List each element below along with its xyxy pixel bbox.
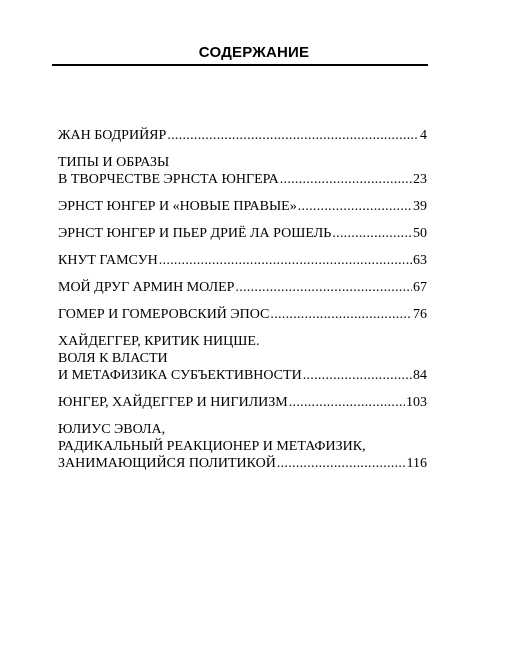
toc-page-number: 50 [413,226,427,241]
toc-page-number: 39 [413,199,427,214]
toc-entry-title-line: ЭРНСТ ЮНГЕР И ПЬЕР ДРИЁ ЛА РОШЕЛЬ [58,226,332,241]
toc-entry-row [58,127,427,144]
toc-entry-title-line: РАДИКАЛЬНЫЙ РЕАКЦИОНЕР И МЕТАФИЗИК, [58,439,366,454]
toc-entry-row [58,171,427,188]
dot-leader [332,225,412,242]
toc-entry [58,394,427,411]
toc-page-number: 84 [413,368,427,383]
dot-leader [298,198,412,215]
toc-page-number: 103 [406,395,427,410]
toc-entry [58,252,427,269]
toc-entry-row [58,198,427,215]
toc-entry [58,225,427,242]
toc-entry-title-line: ВОЛЯ К ВЛАСТИ [58,351,168,366]
toc-page-number: 63 [413,253,427,268]
toc-entry-title-line: МОЙ ДРУГ АРМИН МОЛЕР [58,280,235,295]
toc-entry-title-line: ХАЙДЕГГЕР, КРИТИК НИЦШЕ. [58,334,260,349]
toc-entry-row [58,279,427,296]
toc-entry [58,198,427,215]
dot-leader [235,279,412,296]
toc-entry-title-line: В ТВОРЧЕСТВЕ ЭРНСТА ЮНГЕРА [58,172,279,187]
toc-entry-row [58,394,427,411]
toc-entry [58,154,427,188]
dot-leader [280,171,412,188]
toc-entry-title-line: ЗАНИМАЮЩИЙСЯ ПОЛИТИКОЙ [58,456,276,471]
toc-entry-row [58,455,427,472]
table-of-contents [58,127,427,482]
toc-entry-title-line: ГОМЕР И ГОМЕРОВСКИЙ ЭПОС [58,307,270,322]
toc-entry-title-line: КНУТ ГАМСУН [58,253,158,268]
toc-entry-title-line: ЮЛИУС ЭВОЛА, [58,422,166,437]
toc-entry-row [58,252,427,269]
toc-entry-title-line: ЖАН БОДРИЙЯР [58,128,167,143]
toc-entry-title-line: И МЕТАФИЗИКА СУБЪЕКТИВНОСТИ [58,368,302,383]
page-title: СОДЕРЖАНИЕ [198,44,310,61]
toc-entry-title-line: ЭРНСТ ЮНГЕР И «НОВЫЕ ПРАВЫЕ» [58,199,297,214]
toc-page-number: 76 [413,307,427,322]
dot-leader [289,394,405,411]
toc-page-number: 4 [420,128,427,143]
toc-entry [58,421,427,472]
dot-leader [270,306,412,323]
dot-leader [167,127,419,144]
toc-entry-row [58,306,427,323]
dot-leader [277,455,406,472]
title-underline [52,64,428,66]
dot-leader [159,252,412,269]
toc-entry [58,306,427,323]
toc-page-number: 23 [413,172,427,187]
toc-entry-row [58,367,427,384]
toc-entry [58,127,427,144]
toc-page-number: 116 [406,456,427,471]
toc-page-number: 67 [413,280,427,295]
toc-entry [58,333,427,384]
dot-leader [303,367,412,384]
toc-entry-title-line: ЮНГЕР, ХАЙДЕГГЕР И НИГИЛИЗМ [58,395,288,410]
toc-entry [58,279,427,296]
toc-entry-row [58,225,427,242]
toc-entry-title-line: ТИПЫ И ОБРАЗЫ [58,155,170,170]
